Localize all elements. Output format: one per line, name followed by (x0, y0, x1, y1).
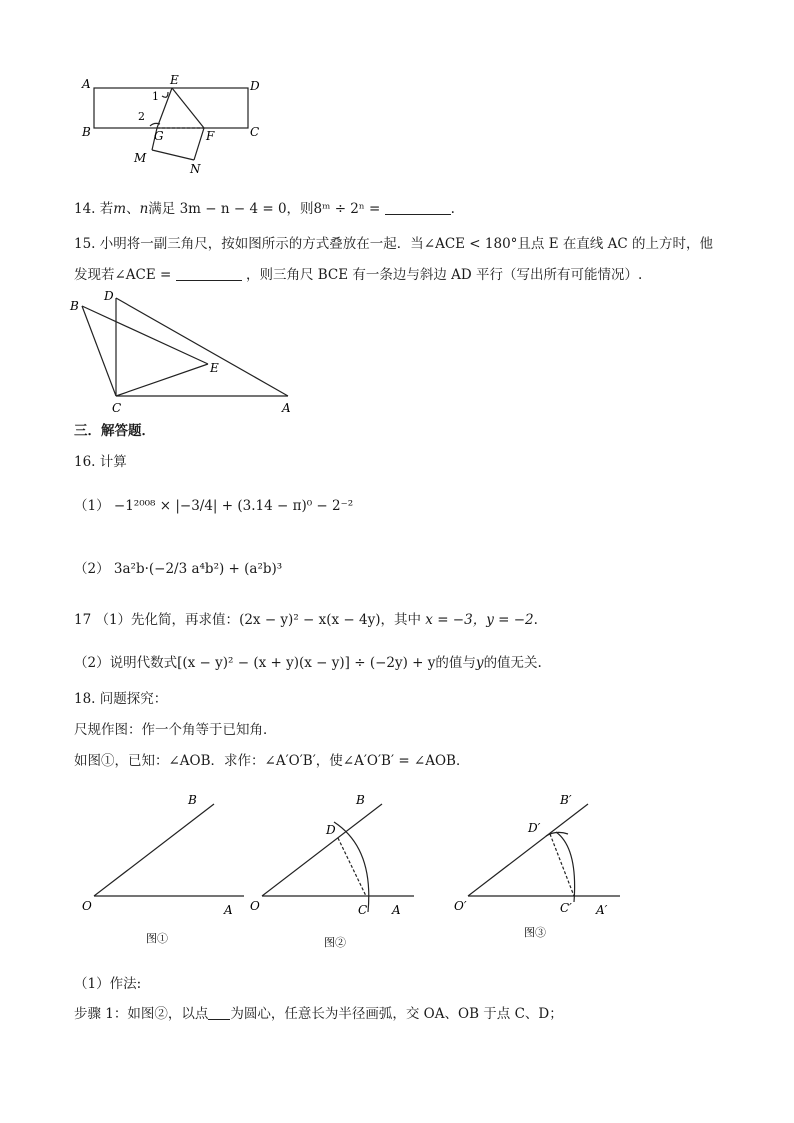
q17-p2-expression: [(x − y)² − (x + y)(x − y)] ÷ (−2y) + y (177, 655, 436, 671)
figure-rectangle-fold (72, 70, 272, 180)
question-18-title: 18. 问题探究： (74, 691, 168, 707)
question-17-part2 (74, 654, 542, 672)
q14-sep: 、 (126, 201, 140, 217)
label-A: A (82, 77, 91, 91)
q15-suffix: ，则三角尺 BCE 有一条边与斜边 AD 平行（写出所有可能情况）. (245, 267, 643, 283)
f2-label-C: C (358, 903, 368, 917)
f3-label-A: A′ (596, 903, 608, 917)
question-15-line2 (74, 266, 642, 284)
label-C: C (112, 401, 122, 415)
q14-text-mid: 满足 (148, 201, 176, 217)
f1-caption: 图① (146, 932, 168, 945)
q14-end: . (450, 201, 455, 217)
q18-step1-suffix: 为圆心，任意长为半径画弧，交 OA、OB 于点 C、D； (230, 1006, 563, 1022)
section-heading: 三．解答题． (74, 423, 155, 439)
label-angle-1: 1 (152, 90, 159, 103)
figure-triangles (66, 286, 306, 416)
label-M: M (134, 151, 147, 165)
question-18-line3: 如图①，已知：∠AOB．求作：∠A′O′B′，使∠A′O′B′ = ∠AOB． (74, 753, 470, 769)
f2-caption: 图② (324, 936, 346, 949)
rectangle-abcd (94, 88, 248, 128)
label-E: E (210, 361, 219, 375)
q17-p1-end: . (533, 612, 538, 628)
question-18-method: （1）作法: (74, 976, 142, 992)
q14-var-m: m (113, 201, 127, 217)
label-angle-2: 2 (138, 110, 145, 123)
label-E: E (170, 73, 179, 87)
q16-p2-label: （2） (74, 561, 110, 577)
f3-label-C: C′ (560, 901, 572, 915)
q17-p2-prefix: （2）说明代数式 (74, 655, 178, 671)
question-15-line1: 15. 小明将一副三角尺，按如图所示的方式叠放在一起．当∠ACE < 180°且点 E 在直线 AC 的上方时，他 (74, 236, 714, 252)
q14-equation: 3m − n − 4 = 0 (179, 201, 287, 217)
figure-angle-constructions (76, 790, 636, 960)
question-17-part1 (74, 611, 538, 629)
label-B: B (70, 299, 79, 313)
label-C: C (250, 125, 260, 139)
question-18-line2: 尺规作图：作一个角等于已知角． (74, 722, 277, 738)
q14-answer-blank[interactable] (385, 200, 451, 215)
label-A: A (282, 401, 291, 415)
q14-var-n: n (139, 201, 149, 217)
q15-prefix: 发现若∠ACE = (74, 267, 172, 283)
q16-p1-label: （1） (74, 498, 110, 514)
label-F: F (206, 129, 215, 143)
f3-label-D: D′ (528, 821, 541, 835)
label-B: B (82, 125, 91, 139)
q16-p1-expression: −1²⁰⁰⁸ × |−3/4| + (3.14 − π)⁰ − 2⁻² (113, 498, 354, 514)
question-18-step1 (74, 1005, 563, 1023)
q17-p1-prefix: 17 （1）先化简，再求值： (74, 612, 240, 628)
question-16-title: 16. 计算 (74, 454, 127, 470)
question-16-part2 (74, 560, 282, 578)
f2-label-B: B (356, 793, 365, 807)
label-N: N (190, 162, 201, 176)
f3-label-B: B′ (560, 793, 572, 807)
f2-label-O: O (250, 899, 260, 913)
label-D: D (250, 79, 260, 93)
question-16-part1 (74, 497, 353, 515)
q14-expression: 8ᵐ ÷ 2ⁿ = (313, 201, 381, 217)
q17-p1-values: x = −3，y = −2 (425, 612, 534, 628)
q17-p1-mid: ，其中 (380, 612, 421, 628)
q17-p2-post: 的值与 (435, 655, 476, 671)
f3-label-O: O′ (454, 899, 467, 913)
q18-step1-prefix: 步骤 1：如图②，以点 (74, 1006, 209, 1022)
q17-p2-end: 的值无关. (483, 655, 542, 671)
q15-answer-blank[interactable] (176, 266, 242, 281)
q14-number: 14. (74, 201, 96, 217)
q14-text: 若 (99, 201, 114, 217)
q16-p2-expression: 3a²b·(−2/3 a⁴b²) + (a²b)³ (113, 561, 283, 577)
label-D: D (104, 289, 114, 303)
f1-label-A: A (224, 903, 233, 917)
q17-p2-var: y (475, 655, 484, 671)
f2-label-A: A (392, 903, 401, 917)
q18-step1-blank[interactable] (208, 1005, 230, 1020)
f1-label-B: B (188, 793, 197, 807)
f3-caption: 图③ (524, 926, 546, 939)
question-14 (74, 200, 455, 218)
label-G: G (154, 129, 164, 143)
q17-p1-expression: (2x − y)² − x(x − 4y) (239, 612, 381, 628)
q14-then: ，则 (286, 201, 314, 217)
f2-label-D: D (326, 823, 336, 837)
f1-label-O: O (82, 899, 92, 913)
